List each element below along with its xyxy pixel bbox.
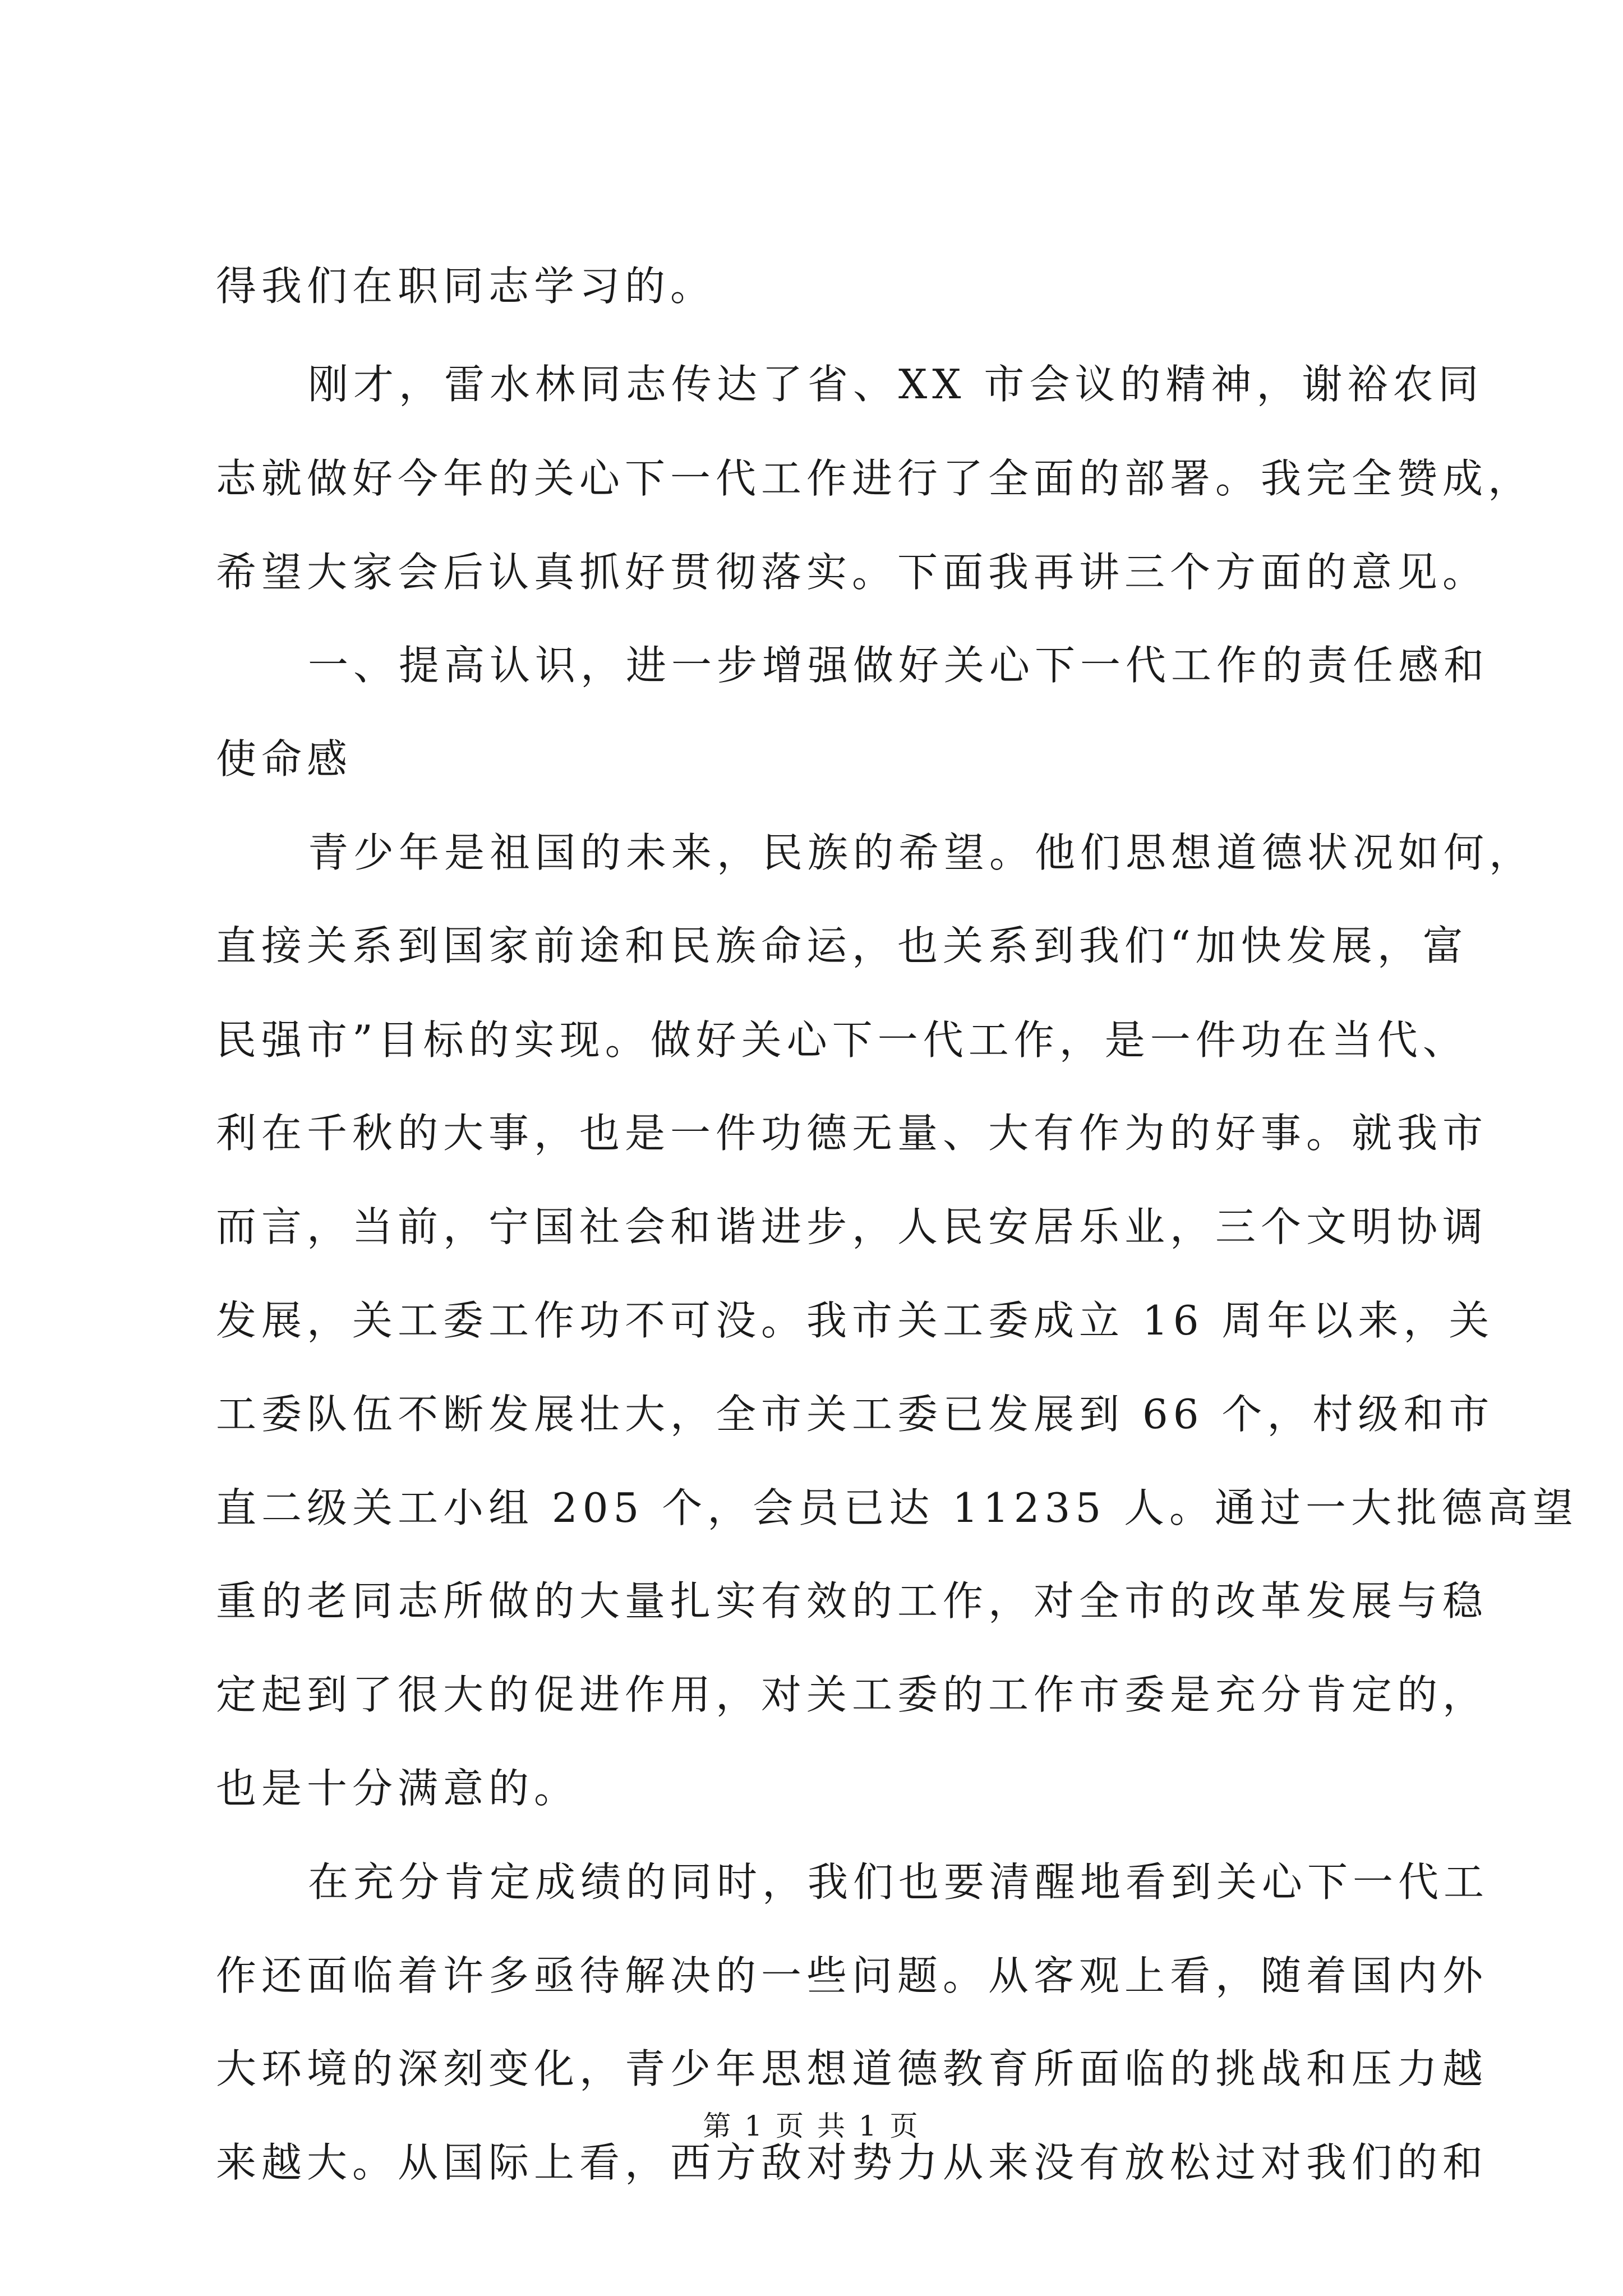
- text-line: 工委队伍不断发展壮大，全市关工委已发展到 66 个，村级和市: [216, 1391, 1495, 1438]
- section-heading-continued: 使命感: [216, 735, 353, 783]
- text-line: 直二级关工小组 205 个，会员已达 11235 人。通过一大批德高望: [216, 1484, 1579, 1531]
- text-line: 大环境的深刻变化，青少年思想道德教育所面临的挑战和压力越: [216, 2045, 1488, 2092]
- text-line: 作还面临着许多亟待解决的一些问题。从客观上看，随着国内外: [216, 1952, 1488, 1999]
- text-line: 刚才，雷水林同志传达了省、XX 市会议的精神，谢裕农同: [308, 361, 1484, 408]
- text-line: 定起到了很大的促进作用，对关工委的工作市委是充分肯定的，: [216, 1671, 1488, 1718]
- text-line: 也是十分满意的。: [216, 1765, 580, 1812]
- text-line: 直接关系到国家前途和民族命运，也关系到我们“加快发展，富: [216, 922, 1468, 969]
- text-line: 在充分肯定成绩的同时，我们也要清醒地看到关心下一代工: [308, 1858, 1490, 1906]
- text-line: 来越大。从国际上看，西方敌对势力从来没有放松过对我们的和: [216, 2139, 1488, 2186]
- text-line: 志就做好今年的关心下一代工作进行了全面的部署。我完全赞成，: [216, 455, 1534, 502]
- text-line: 发展，关工委工作功不可没。我市关工委成立 16 周年以来，关: [216, 1297, 1495, 1344]
- text-line: 利在千秋的大事，也是一件功德无量、大有作为的好事。就我市: [216, 1110, 1488, 1157]
- text-line: 得我们在职同志学习的。: [216, 263, 716, 310]
- page-number-footer: 第 1 页 共 1 页: [703, 2110, 920, 2142]
- text-line: 而言，当前，宁国社会和谐进步，人民安居乐业，三个文明协调: [216, 1203, 1488, 1250]
- text-line: 希望大家会后认真抓好贯彻落实。下面我再讲三个方面的意见。: [216, 549, 1488, 596]
- text-line: 青少年是祖国的未来，民族的希望。他们思想道德状况如何，: [308, 829, 1535, 876]
- text-line: 重的老同志所做的大量扎实有效的工作，对全市的改革发展与稳: [216, 1577, 1488, 1625]
- section-heading: 一、提高认识，进一步增强做好关心下一代工作的责任感和: [308, 642, 1490, 689]
- text-line: 民强市”目标的实现。做好关心下一代工作，是一件功在当代、: [216, 1016, 1468, 1064]
